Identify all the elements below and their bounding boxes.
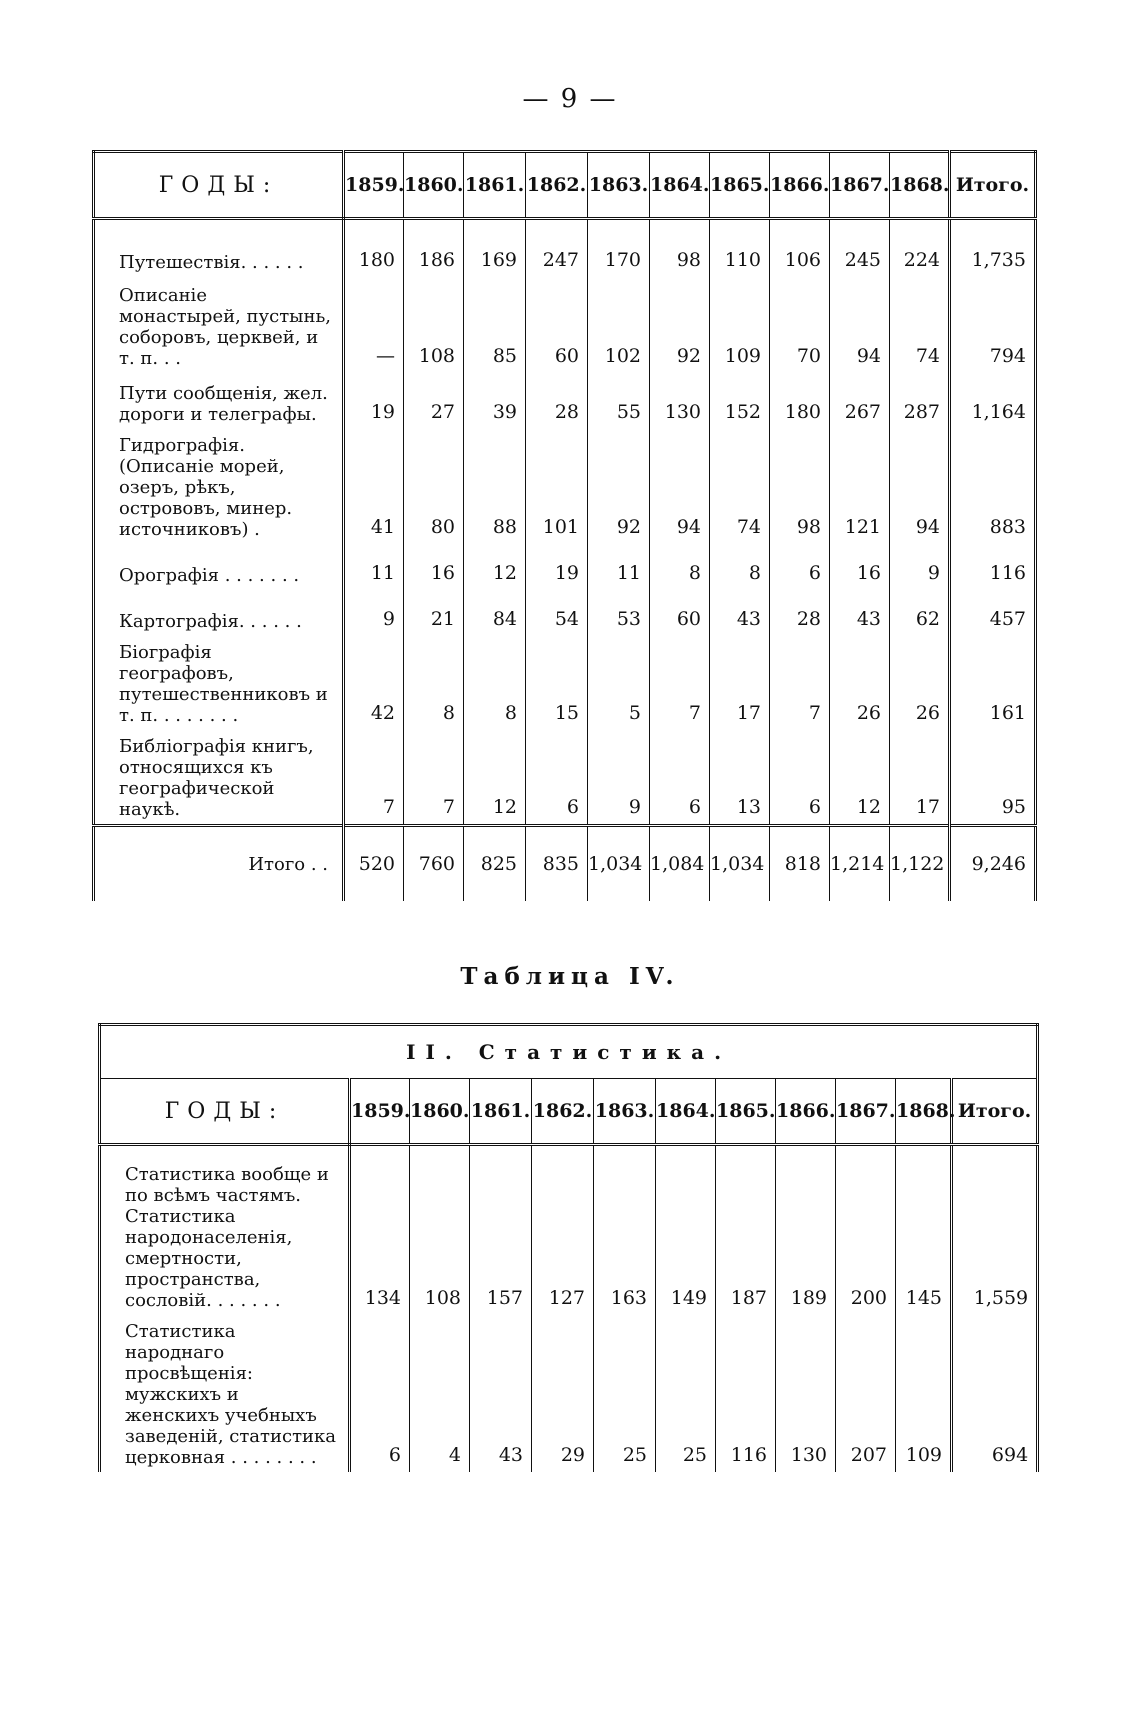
cell-value: 70 — [770, 277, 830, 373]
cell-value: 7 — [650, 636, 710, 730]
table-row — [100, 1315, 1038, 1472]
table-row — [94, 544, 1036, 590]
sum-value: 760 — [404, 825, 464, 901]
cell-value: 6 — [650, 730, 710, 826]
cell-value: 11 — [344, 544, 404, 590]
cell-value: 28 — [770, 590, 830, 636]
cell-value: 21 — [404, 590, 464, 636]
cell-value: 11 — [588, 544, 650, 590]
cell-value: 53 — [588, 590, 650, 636]
sum-value: 1,122 — [890, 825, 950, 901]
cell-value: 29 — [532, 1315, 594, 1472]
year-header: 1859. — [350, 1079, 410, 1145]
row-total: 1,164 — [950, 373, 1036, 429]
year-header: 1860. — [404, 152, 464, 219]
sum-row — [94, 825, 1036, 901]
sum-value: 520 — [344, 825, 404, 901]
year-header: 1868. — [896, 1079, 952, 1145]
sum-value: 1,084 — [650, 825, 710, 901]
row-total: 161 — [950, 636, 1036, 730]
cell-value: 145 — [896, 1145, 952, 1315]
cell-value: 108 — [410, 1145, 470, 1315]
cell-value: 180 — [344, 219, 404, 277]
sum-value: 825 — [464, 825, 526, 901]
cell-value: 8 — [650, 544, 710, 590]
cell-value: 55 — [588, 373, 650, 429]
row-label: Біографія географовъ, путешественниковъ и т. п. . . . . . . . — [94, 636, 344, 730]
cell-value: 92 — [650, 277, 710, 373]
cell-value: 8 — [404, 636, 464, 730]
table-row — [100, 1145, 1038, 1315]
cell-value: 16 — [404, 544, 464, 590]
row-total: 457 — [950, 590, 1036, 636]
cell-value: 7 — [770, 636, 830, 730]
cell-value: 19 — [344, 373, 404, 429]
cell-value: 8 — [710, 544, 770, 590]
cell-value: 8 — [464, 636, 526, 730]
cell-value: 74 — [890, 277, 950, 373]
year-header: 1866. — [776, 1079, 836, 1145]
table-row — [94, 219, 1036, 277]
cell-value: 247 — [526, 219, 588, 277]
cell-value: 127 — [532, 1145, 594, 1315]
cell-value: 92 — [588, 429, 650, 544]
cell-value: 94 — [830, 277, 890, 373]
cell-value: 130 — [650, 373, 710, 429]
cell-value: 94 — [650, 429, 710, 544]
table-row — [94, 429, 1036, 544]
cell-value: 9 — [344, 590, 404, 636]
sum-label: Итого . . — [94, 825, 344, 901]
cell-value: 7 — [344, 730, 404, 826]
cell-value: 26 — [830, 636, 890, 730]
header-years-label: ГОДЫ: — [100, 1079, 350, 1145]
year-header: 1863. — [588, 152, 650, 219]
cell-value: 6 — [770, 544, 830, 590]
cell-value: 27 — [404, 373, 464, 429]
cell-value: 13 — [710, 730, 770, 826]
cell-value: 267 — [830, 373, 890, 429]
cell-value: 5 — [588, 636, 650, 730]
cell-value: 94 — [890, 429, 950, 544]
cell-value: 74 — [710, 429, 770, 544]
cell-value: 39 — [464, 373, 526, 429]
row-label: Орографія . . . . . . . — [94, 544, 344, 590]
cell-value: 26 — [890, 636, 950, 730]
year-header: 1866. — [770, 152, 830, 219]
cell-value: 9 — [890, 544, 950, 590]
cell-value: 15 — [526, 636, 588, 730]
row-total: 883 — [950, 429, 1036, 544]
cell-value: 41 — [344, 429, 404, 544]
cell-value: 121 — [830, 429, 890, 544]
cell-value: 187 — [716, 1145, 776, 1315]
cell-value: 6 — [770, 730, 830, 826]
cell-value: 152 — [710, 373, 770, 429]
cell-value: 88 — [464, 429, 526, 544]
page-number: — 9 — — [522, 84, 618, 114]
row-label: Статистика вообще и по всѣмъ частямъ. Статистика народонаселенія, смертности, пространства, сословій. . . . . . . — [100, 1145, 350, 1315]
sum-value: 835 — [526, 825, 588, 901]
sum-value: 1,034 — [588, 825, 650, 901]
header-row — [94, 152, 1036, 219]
cell-value: 43 — [470, 1315, 532, 1472]
table-row — [94, 636, 1036, 730]
cell-value: 54 — [526, 590, 588, 636]
cell-value: 130 — [776, 1315, 836, 1472]
cell-value: 186 — [404, 219, 464, 277]
cell-value: 62 — [890, 590, 950, 636]
cell-value: 207 — [836, 1315, 896, 1472]
year-header: 1867. — [830, 152, 890, 219]
cell-value: — — [344, 277, 404, 373]
row-total: 116 — [950, 544, 1036, 590]
row-total: 95 — [950, 730, 1036, 826]
year-header: 1862. — [526, 152, 588, 219]
year-header: 1865. — [716, 1079, 776, 1145]
cell-value: 25 — [594, 1315, 656, 1472]
row-label: Статистика народнаго просвѣщенія: мужскихъ и женскихъ учебныхъ заведеній, статистика церковная . . . . . . . . — [100, 1315, 350, 1472]
row-label: Пути сообщенія, жел. дороги и телеграфы. — [94, 373, 344, 429]
cell-value: 6 — [350, 1315, 410, 1472]
geography-table — [92, 150, 1037, 901]
row-total: 1,559 — [952, 1145, 1038, 1315]
cell-value: 170 — [588, 219, 650, 277]
cell-value: 189 — [776, 1145, 836, 1315]
year-header: 1864. — [650, 152, 710, 219]
cell-value: 43 — [710, 590, 770, 636]
sum-value: 818 — [770, 825, 830, 901]
year-header: 1865. — [710, 152, 770, 219]
cell-value: 6 — [526, 730, 588, 826]
year-header: 1868. — [890, 152, 950, 219]
cell-value: 9 — [588, 730, 650, 826]
cell-value: 60 — [650, 590, 710, 636]
year-header: 1860. — [410, 1079, 470, 1145]
cell-value: 16 — [830, 544, 890, 590]
table-row — [94, 277, 1036, 373]
cell-value: 200 — [836, 1145, 896, 1315]
cell-value: 25 — [656, 1315, 716, 1472]
year-header: 1859. — [344, 152, 404, 219]
table-row — [94, 373, 1036, 429]
cell-value: 42 — [344, 636, 404, 730]
cell-value: 163 — [594, 1145, 656, 1315]
row-label: Путешествія. . . . . . — [94, 219, 344, 277]
cell-value: 85 — [464, 277, 526, 373]
statistics-table — [98, 1023, 1039, 1472]
grand-total: 9,246 — [950, 825, 1036, 901]
year-header: 1862. — [532, 1079, 594, 1145]
sum-value: 1,034 — [710, 825, 770, 901]
cell-value: 43 — [830, 590, 890, 636]
cell-value: 19 — [526, 544, 588, 590]
year-header: 1864. — [656, 1079, 716, 1145]
cell-value: 7 — [404, 730, 464, 826]
cell-value: 180 — [770, 373, 830, 429]
cell-value: 17 — [710, 636, 770, 730]
cell-value: 98 — [650, 219, 710, 277]
cell-value: 12 — [464, 730, 526, 826]
table-title: Таблица IV. — [460, 963, 680, 990]
header-row — [100, 1079, 1038, 1145]
cell-value: 17 — [890, 730, 950, 826]
cell-value: 12 — [464, 544, 526, 590]
year-header: 1861. — [464, 152, 526, 219]
cell-value: 224 — [890, 219, 950, 277]
total-header: Итого. — [950, 152, 1036, 219]
cell-value: 106 — [770, 219, 830, 277]
cell-value: 84 — [464, 590, 526, 636]
cell-value: 60 — [526, 277, 588, 373]
cell-value: 98 — [770, 429, 830, 544]
section-heading: II. Статистика. — [100, 1025, 1038, 1079]
year-header: 1867. — [836, 1079, 896, 1145]
row-label: Гидрографія. (Описаніе морей, озеръ, рѣкъ, острововъ, минер. источниковъ) . — [94, 429, 344, 544]
table-row — [94, 730, 1036, 826]
cell-value: 169 — [464, 219, 526, 277]
cell-value: 101 — [526, 429, 588, 544]
total-header: Итого. — [952, 1079, 1038, 1145]
cell-value: 80 — [404, 429, 464, 544]
cell-value: 245 — [830, 219, 890, 277]
cell-value: 12 — [830, 730, 890, 826]
cell-value: 157 — [470, 1145, 532, 1315]
row-label: Картографія. . . . . . — [94, 590, 344, 636]
row-total: 694 — [952, 1315, 1038, 1472]
year-header: 1863. — [594, 1079, 656, 1145]
table-row — [94, 590, 1036, 636]
cell-value: 102 — [588, 277, 650, 373]
row-total: 794 — [950, 277, 1036, 373]
cell-value: 109 — [710, 277, 770, 373]
cell-value: 4 — [410, 1315, 470, 1472]
cell-value: 110 — [710, 219, 770, 277]
cell-value: 134 — [350, 1145, 410, 1315]
header-years-label: ГОДЫ: — [94, 152, 344, 219]
cell-value: 149 — [656, 1145, 716, 1315]
row-label: Библіографія книгъ, относящихся къ географической наукѣ. — [94, 730, 344, 826]
cell-value: 287 — [890, 373, 950, 429]
year-header: 1861. — [470, 1079, 532, 1145]
row-total: 1,735 — [950, 219, 1036, 277]
cell-value: 116 — [716, 1315, 776, 1472]
cell-value: 109 — [896, 1315, 952, 1472]
sum-value: 1,214 — [830, 825, 890, 901]
cell-value: 28 — [526, 373, 588, 429]
row-label: Описаніе монастырей, пустынь, соборовъ, церквей, и т. п. . . — [94, 277, 344, 373]
cell-value: 108 — [404, 277, 464, 373]
